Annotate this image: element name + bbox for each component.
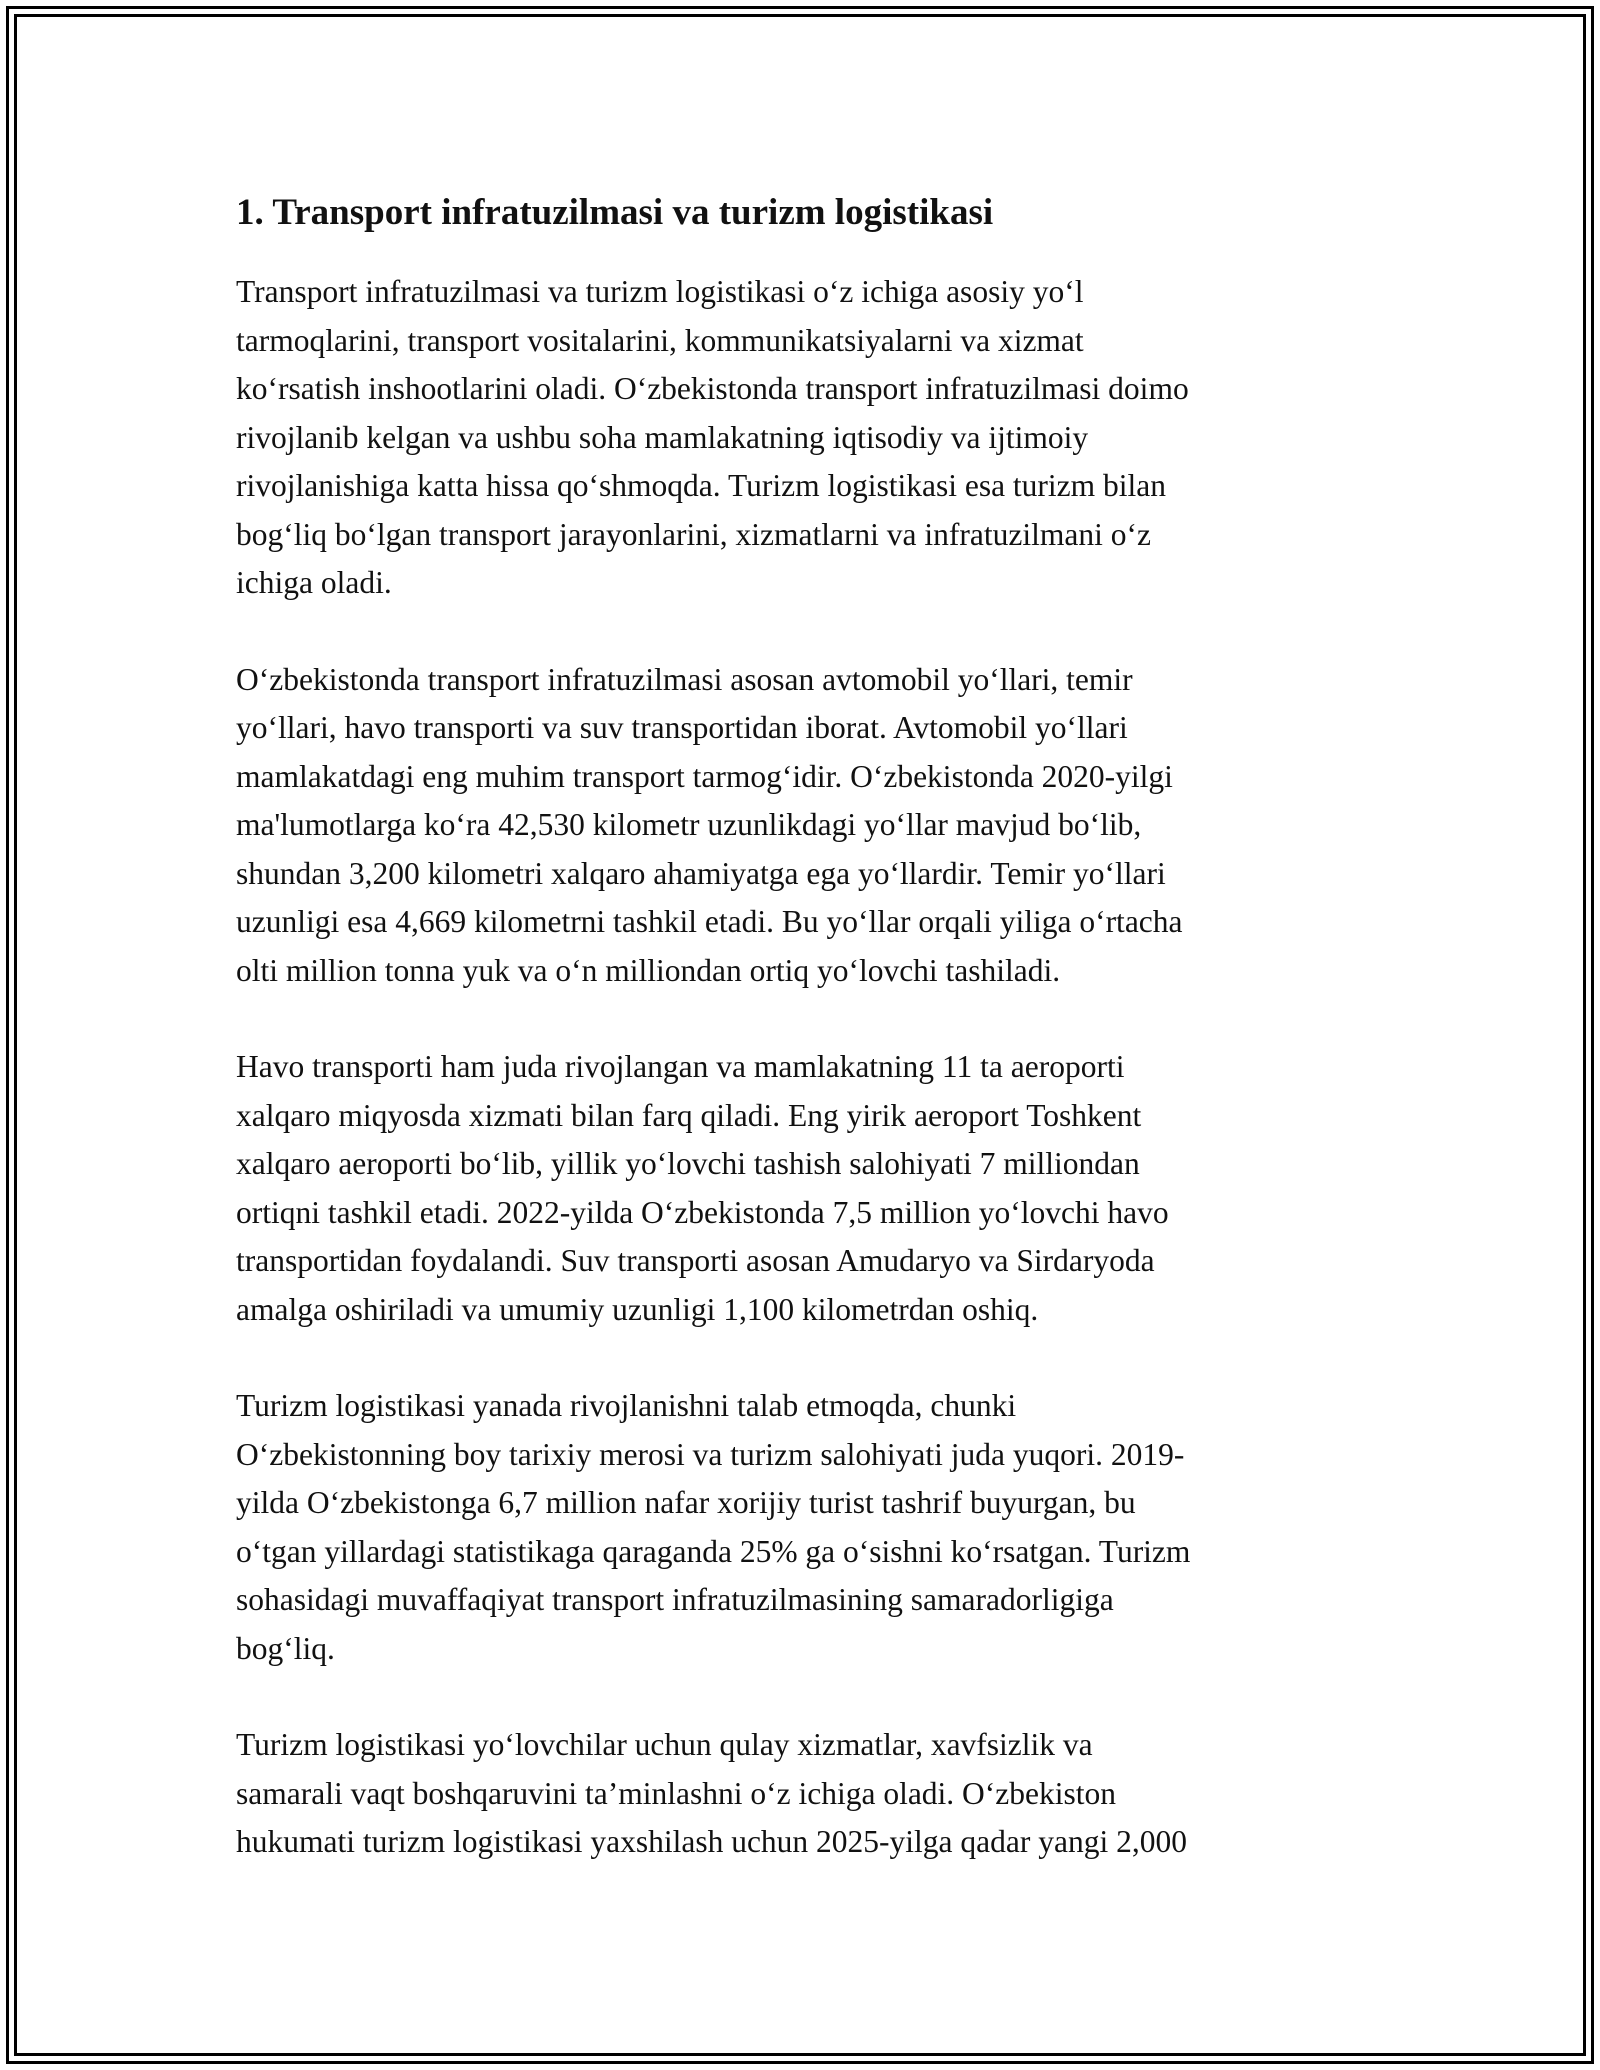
text-line: O‘zbekistonda transport infratuzilmasi asosan avtomobil yo‘llari, temir <box>236 661 1133 697</box>
paragraph-3 <box>236 1043 1366 1334</box>
text-line: rivojlanishiga katta hissa qo‘shmoqda. Turizm logistikasi esa turizm bilan <box>236 468 1167 503</box>
text-line: rivojlanib kelgan va ushbu soha mamlakatning iqtisodiy va ijtimoiy <box>236 419 1089 455</box>
section-heading: 1. Transport infratuzilmasi va turizm logistikasi <box>236 192 994 233</box>
text-line: Transport infratuzilmasi va turizm logistikasi o‘z ichiga asosiy yo‘l <box>236 274 1084 309</box>
text-line: yo‘llari, havo transporti va suv transportidan iborat. Avtomobil yo‘llari <box>236 710 1128 745</box>
text-line: amalga oshiriladi va umumiy uzunligi 1,100 kilometrdan oshiq. <box>236 1291 1039 1327</box>
text-line: ortiqni tashkil etadi. 2022-yilda O‘zbekistonda 7,5 million yo‘lovchi havo <box>236 1194 1169 1230</box>
text-line: hukumati turizm logistikasi yaxshilash uchun 2025-yilga qadar yangi 2,000 <box>236 1824 1187 1859</box>
text-line: Havo transporti ham juda rivojlangan va mamlakatning 11 ta aeroporti <box>236 1049 1125 1084</box>
text-line: ko‘rsatish inshootlarini oladi. O‘zbekistonda transport infratuzilmasi doimo <box>236 371 1189 406</box>
text-line: ma'lumotlarga ko‘ra 42,530 kilometr uzunlikdagi yo‘llar mavjud bo‘lib, <box>236 807 1142 842</box>
paragraph-4 <box>236 1382 1366 1673</box>
paragraph-1 <box>236 268 1366 608</box>
text-line: ichiga oladi. <box>236 565 392 600</box>
text-line: Turizm logistikasi yo‘lovchilar uchun qulay xizmatlar, xavfsizlik va <box>236 1727 1093 1762</box>
text-line: olti million tonna yuk va o‘n milliondan ortiq yo‘lovchi tashiladi. <box>236 952 1061 988</box>
text-line: o‘tgan yillardagi statistikaga qaraganda 25% ga o‘sishni ko‘rsatgan. Turizm <box>236 1533 1191 1569</box>
paragraph-2 <box>236 656 1366 996</box>
text-line: Turizm logistikasi yanada rivojlanishni talab etmoqda, chunki <box>236 1388 1017 1423</box>
text-line: transportidan foydalandi. Suv transporti asosan Amudaryo va Sirdaryoda <box>236 1243 1155 1278</box>
text-line: sohasidagi muvaffaqiyat transport infratuzilmasining samaradorligiga <box>236 1582 1114 1617</box>
text-line: yilda O‘zbekistonga 6,7 million nafar xorijiy turist tashrif buyurgan, bu <box>236 1485 1136 1520</box>
text-line: uzunligi esa 4,669 kilometrni tashkil etadi. Bu yo‘llar orqali yiliga o‘rtacha <box>236 904 1183 939</box>
document-body <box>236 188 1366 1915</box>
text-line: bog‘liq. <box>236 1630 335 1666</box>
text-line: mamlakatdagi eng muhim transport tarmog‘idir. O‘zbekistonda 2020-yilgi <box>236 758 1173 794</box>
text-line: samarali vaqt boshqaruvini ta’minlashni o‘z ichiga oladi. O‘zbekiston <box>236 1775 1117 1811</box>
paragraph-5 <box>236 1721 1366 1867</box>
text-line: shundan 3,200 kilometri xalqaro ahamiyatga ega yo‘llardir. Temir yo‘llari <box>236 855 1166 891</box>
text-line: tarmoqlarini, transport vositalarini, kommunikatsiyalarni va xizmat <box>236 322 1084 358</box>
text-line: bog‘liq bo‘lgan transport jarayonlarini, xizmatlarni va infratuzilmani o‘z <box>236 516 1151 552</box>
text-line: xalqaro miqyosda xizmati bilan farq qiladi. Eng yirik aeroport Toshkent <box>236 1097 1142 1133</box>
text-line: O‘zbekistonning boy tarixiy merosi va turizm salohiyati juda yuqori. 2019- <box>236 1436 1185 1472</box>
text-line: xalqaro aeroporti bo‘lib, yillik yo‘lovchi tashish salohiyati 7 milliondan <box>236 1146 1140 1181</box>
